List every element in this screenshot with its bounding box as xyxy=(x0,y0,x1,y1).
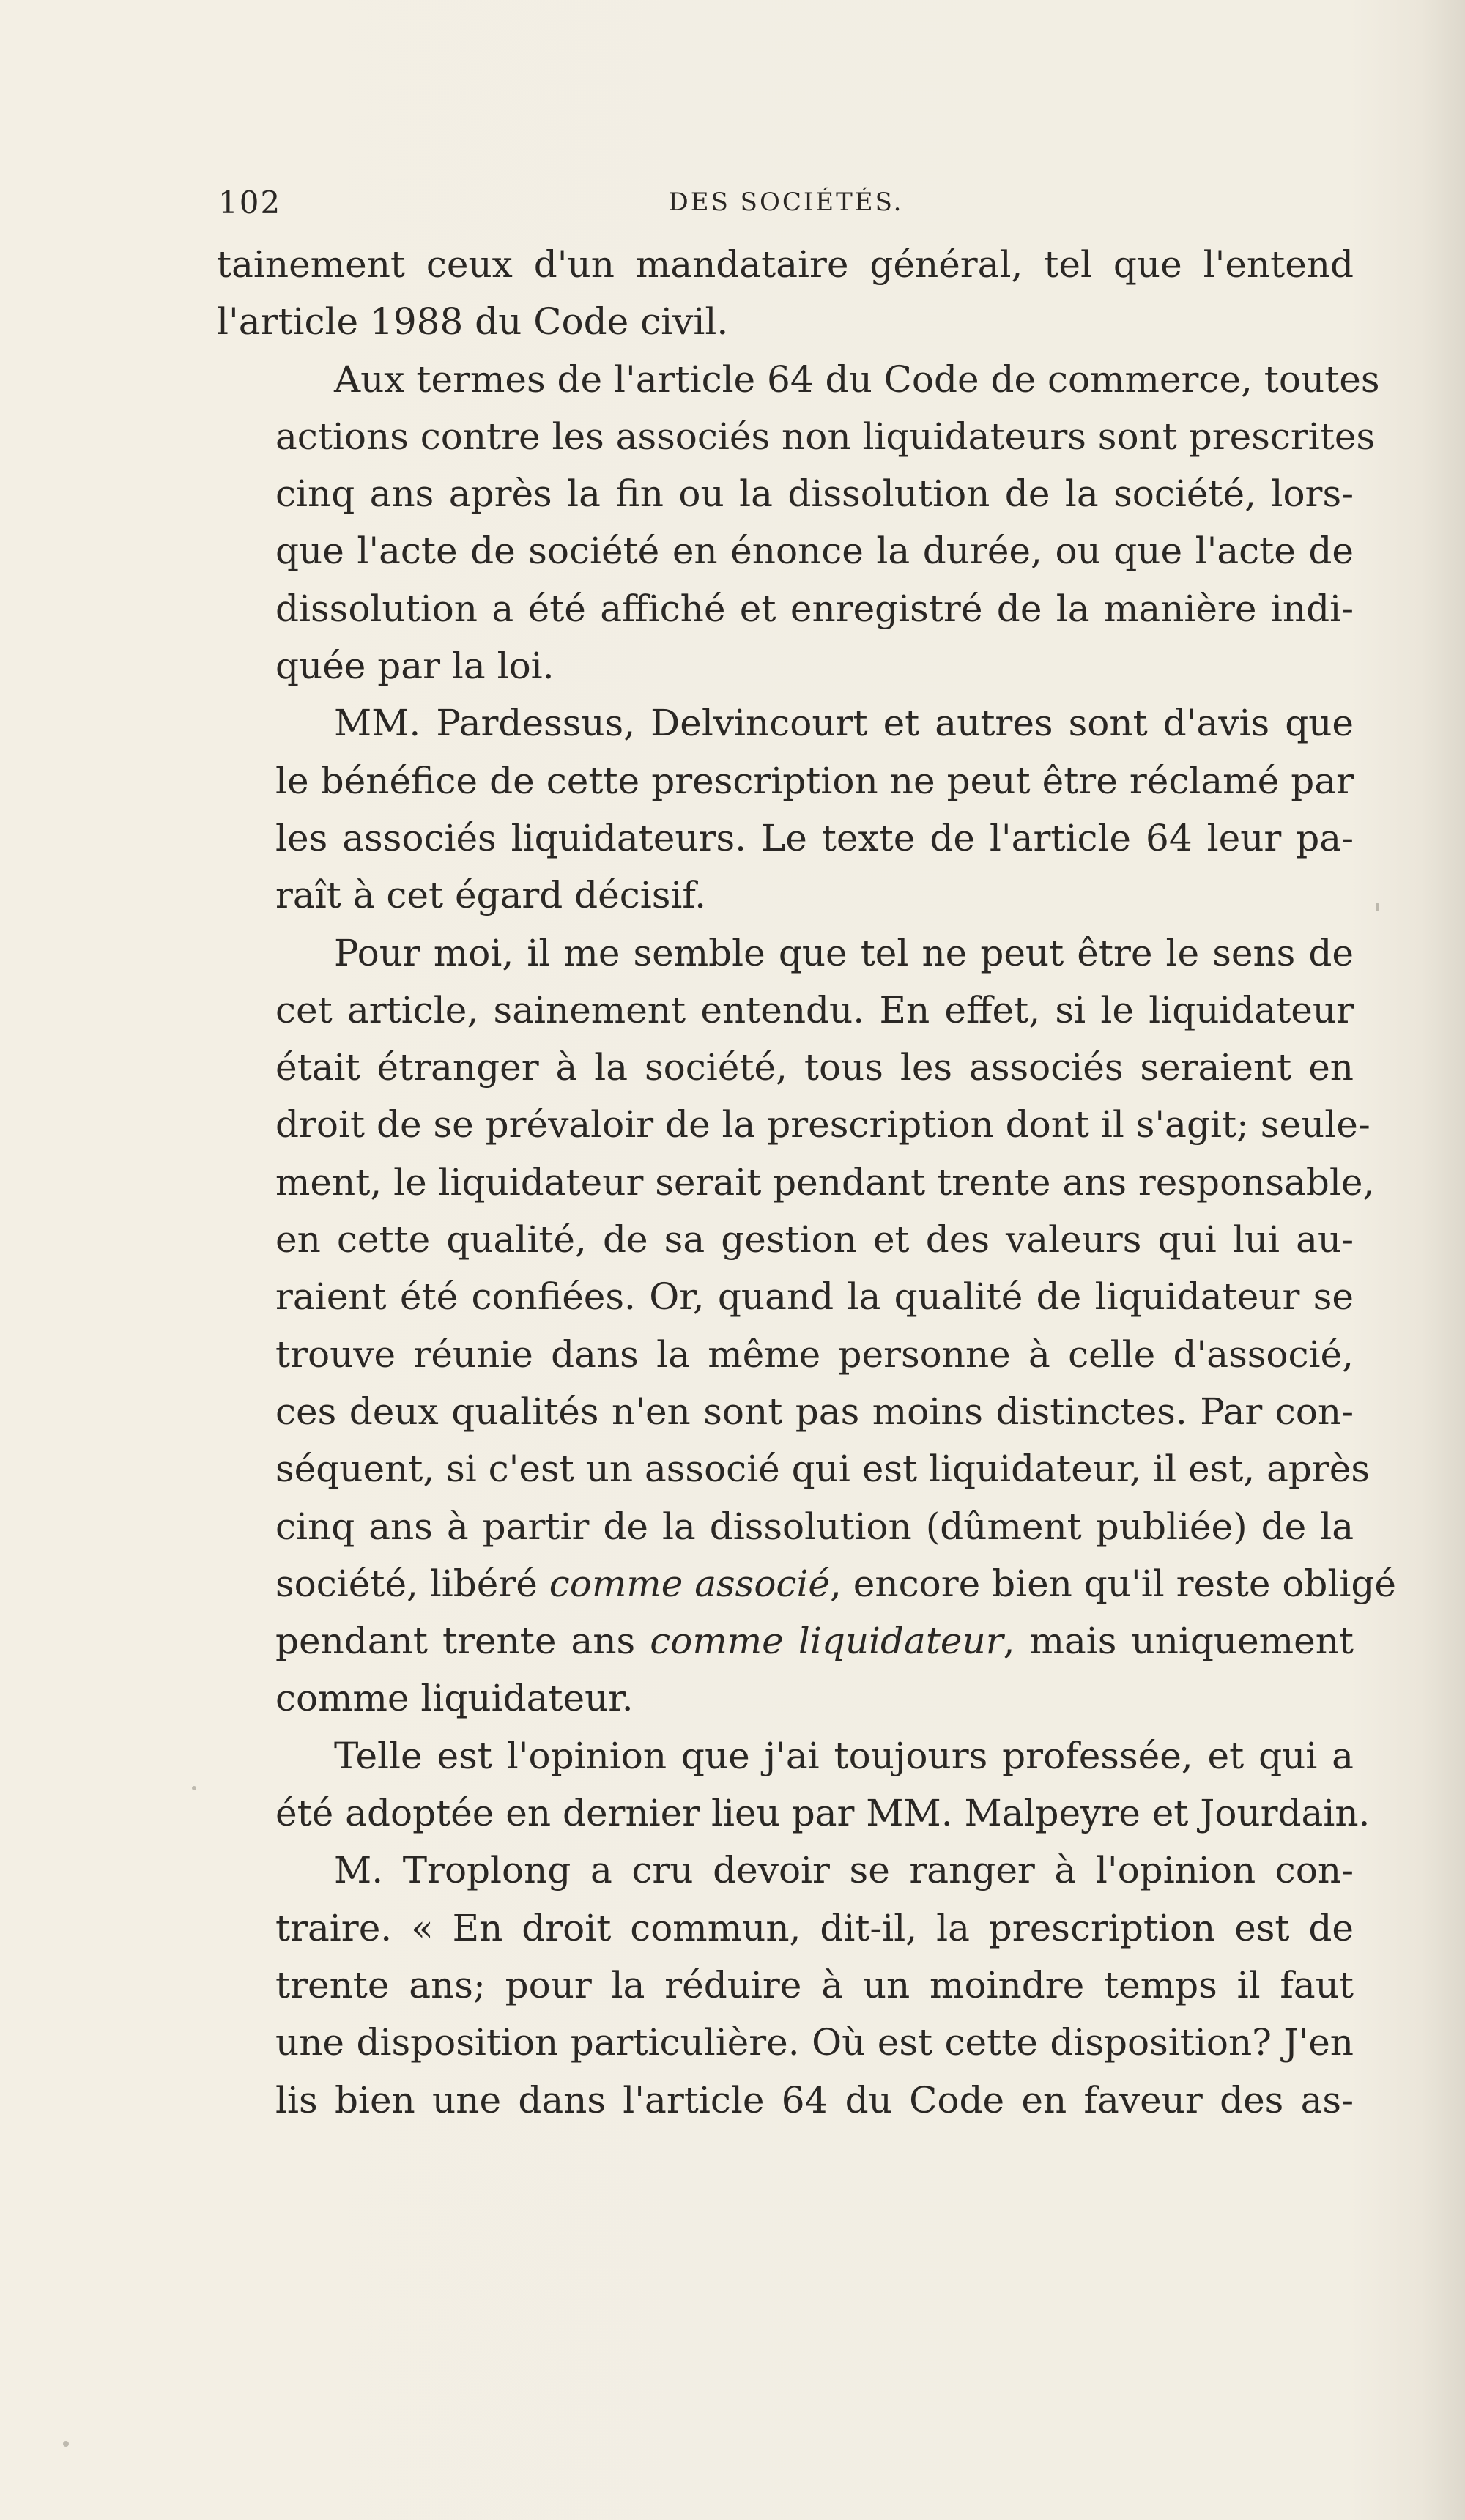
text-line: cet article, sainement entendu. En effet, si le liquidateur xyxy=(275,988,1354,1031)
text-line: trente ans; pour la réduire à un moindre temps il faut xyxy=(275,1963,1354,2006)
text-line-with-italic xyxy=(217,1612,1354,1670)
text-line: raît à cet égard décisif. xyxy=(275,874,707,917)
paragraph-pour-moi xyxy=(217,924,1397,1727)
italic-text: comme associé xyxy=(549,1562,831,1605)
text-line: ces deux qualités n'en sont pas moins distinctes. Par con- xyxy=(275,1390,1354,1433)
text-run: , encore bien qu'il reste obligé xyxy=(830,1562,1397,1605)
paragraph-troplong xyxy=(217,1842,1354,2128)
page-number: 102 xyxy=(218,185,282,220)
text-line: été adoptée en dernier lieu par MM. Malpeyre et Jourdain. xyxy=(275,1792,1371,1835)
text-line: traire. « En droit commun, dit-il, la prescription est de xyxy=(275,1906,1354,1949)
text-run: pendant trente ans xyxy=(275,1620,650,1663)
text-line: lis bien une dans l'article 64 du Code en faveur des as- xyxy=(275,2078,1354,2121)
text-line: l'article 1988 du Code civil. xyxy=(217,300,729,344)
text-line: était étranger à la société, tous les associés seraient en xyxy=(275,1046,1354,1089)
text-line: trouve réunie dans la même personne à celle d'associé, xyxy=(275,1333,1354,1376)
text-line: quée par la loi. xyxy=(275,645,555,688)
text-line: Aux termes de l'article 64 du Code de commerce, toutes xyxy=(334,357,1380,401)
paragraph-pardessus xyxy=(217,694,1354,924)
text-line: MM. Pardessus, Delvincourt et autres sont d'avis que xyxy=(334,702,1354,745)
text-line: dissolution a été affiché et enregistré de la manière indi- xyxy=(275,587,1354,630)
text-line: séquent, si c'est un associé qui est liquidateur, il est, après xyxy=(275,1448,1371,1491)
text-line: que l'acte de société en énonce la durée, ou que l'acte de xyxy=(275,530,1354,573)
text-run: société, libéré xyxy=(275,1562,549,1605)
text-line: Pour moi, il me semble que tel ne peut être le sens de xyxy=(334,931,1354,974)
text-line: ment, le liquidateur serait pendant trente ans responsable, xyxy=(275,1160,1375,1204)
body-text xyxy=(217,236,1397,2129)
paper-speck xyxy=(192,1786,196,1790)
text-line: actions contre les associés non liquidateurs sont prescrites xyxy=(275,415,1376,458)
italic-text: comme liquidateur xyxy=(650,1620,1004,1663)
text-line: M. Troplong a cru devoir se ranger à l'opinion con- xyxy=(334,1849,1354,1892)
paragraph-telle-est xyxy=(217,1727,1371,1842)
text-line: raient été confiées. Or, quand la qualité de liquidateur se xyxy=(275,1275,1354,1319)
text-line: comme liquidateur. xyxy=(275,1677,634,1720)
text-line: les associés liquidateurs. Le texte de l'article 64 leur pa- xyxy=(275,816,1354,859)
running-title: DES SOCIÉTÉS. xyxy=(668,188,904,217)
text-line: en cette qualité, de sa gestion et des valeurs qui lui au- xyxy=(275,1218,1354,1261)
text-line: tainement ceux d'un mandataire général, tel que l'entend xyxy=(217,243,1354,286)
text-line: cinq ans après la fin ou la dissolution de la société, lors- xyxy=(275,472,1354,516)
text-line-with-italic xyxy=(217,1555,1397,1612)
text-line: cinq ans à partir de la dissolution (dûment publiée) de la xyxy=(275,1505,1354,1548)
running-head xyxy=(218,185,1354,236)
paragraph-article-64 xyxy=(217,351,1380,695)
paper-speck xyxy=(63,2441,69,2447)
paragraph-continuation xyxy=(217,236,1354,351)
text-line: une disposition particulière. Où est cette disposition? J'en xyxy=(275,2021,1354,2064)
text-line: le bénéfice de cette prescription ne peut être réclamé par xyxy=(275,759,1354,802)
text-line: Telle est l'opinion que j'ai toujours professée, et qui a xyxy=(334,1734,1354,1777)
paper-speck xyxy=(1376,903,1379,911)
text-run: , mais uniquement xyxy=(1003,1620,1354,1663)
text-line: droit de se prévaloir de la prescription dont il s'agit; seule- xyxy=(275,1103,1371,1146)
